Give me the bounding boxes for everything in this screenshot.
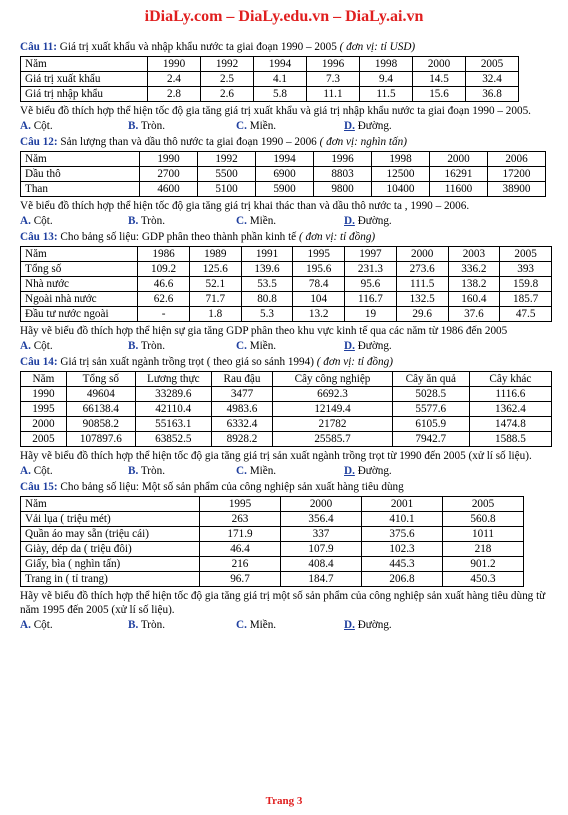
table-cell: 1116.6: [469, 387, 551, 402]
option-letter: A.: [20, 215, 31, 227]
table-cell: 2700: [140, 167, 198, 182]
table-cell: Cây ăn quả: [392, 372, 469, 387]
option-letter: C.: [236, 619, 247, 631]
table-row-label: Giá trị nhập khẩu: [21, 87, 148, 102]
table-cell: 107897.6: [66, 432, 135, 447]
table-cell: 109.2: [138, 262, 190, 277]
answer-option[interactable]: [128, 214, 236, 228]
table-cell: 78.4: [293, 277, 345, 292]
answer-option[interactable]: [344, 214, 452, 228]
table-row: [21, 387, 552, 402]
table-row: [21, 72, 519, 87]
answer-option[interactable]: [344, 339, 452, 353]
table-cell: 1995: [293, 247, 345, 262]
question-stem: Cho bảng số liệu: GDP phân theo thành phần kinh tế: [57, 231, 297, 243]
table-row: [21, 87, 519, 102]
table-cell: 1998: [360, 57, 413, 72]
table-row-label: Nhà nước: [21, 277, 138, 292]
table-cell: 14.5: [413, 72, 466, 87]
table-cell: 13.2: [293, 307, 345, 322]
question-prompt: Hãy vẽ biểu đồ thích hợp thể hiện sự gia tăng GDP phân theo khu vực kinh tế qua các năm từ 1986 đến 2005: [20, 325, 508, 337]
table-cell: 5577.6: [392, 402, 469, 417]
option-text: Cột.: [30, 120, 53, 132]
table-row-label: Đầu tư nước ngoài: [21, 307, 138, 322]
option-text: Miền.: [246, 120, 277, 132]
table-row: [21, 152, 546, 167]
table-row: [21, 247, 552, 262]
table-cell: -: [138, 307, 190, 322]
table-cell: 2006: [488, 152, 546, 167]
table-cell: 450.3: [443, 572, 524, 587]
table-cell: 184.7: [281, 572, 362, 587]
option-text: Tròn.: [138, 465, 166, 477]
table-cell: 1990: [140, 152, 198, 167]
option-letter: C.: [236, 215, 247, 227]
option-text: Miền.: [246, 465, 277, 477]
table-cell: 2.6: [201, 87, 254, 102]
option-text: Đường.: [354, 215, 392, 227]
table-cell: 95.6: [345, 277, 397, 292]
question-stem: Giá trị sản xuất ngành trồng trọt ( theo giá so sánh 1994): [57, 356, 314, 368]
table-cell: 1986: [138, 247, 190, 262]
option-text: Đường.: [354, 340, 392, 352]
table-cell: 2000: [430, 152, 488, 167]
data-table: [20, 151, 546, 197]
table-cell: 1998: [372, 152, 430, 167]
table-cell: 1994: [256, 152, 314, 167]
table-cell: 206.8: [362, 572, 443, 587]
option-text: Tròn.: [138, 619, 166, 631]
table-row-label: Dầu thô: [21, 167, 140, 182]
table-row-label: Trang in ( tỉ trang): [21, 572, 200, 587]
table-cell: 1.8: [189, 307, 241, 322]
question-prompt: Vẽ biểu đồ thích hợp thể hiện tốc độ gia tăng giá trị xuất khẩu và giá trị nhập khẩu nước ta giai đoạn 1990 – 2005.: [20, 105, 531, 117]
table-row: [21, 432, 552, 447]
table-cell: 66138.4: [66, 402, 135, 417]
table-row-label: Giấy, bìa ( nghìn tấn): [21, 557, 200, 572]
table-row: [21, 542, 524, 557]
table-cell: 1011: [443, 527, 524, 542]
question-prompt: Hãy vẽ biểu đồ thích hợp thể hiện tốc độ gia tăng giá trị sản xuất ngành trồng trọt từ 1990 đến 2005 (xử lí số liệu).: [20, 450, 532, 462]
table-cell: 2000: [413, 57, 466, 72]
option-letter: A.: [20, 465, 31, 477]
table-row: [21, 277, 552, 292]
answer-options: [20, 214, 552, 228]
table-cell: 90858.2: [66, 417, 135, 432]
table-cell: 52.1: [189, 277, 241, 292]
table-cell: 1995: [200, 497, 281, 512]
table-cell: 7942.7: [392, 432, 469, 447]
table-row: [21, 307, 552, 322]
table-cell: 1994: [254, 57, 307, 72]
answer-option[interactable]: [344, 464, 452, 478]
table-cell: 9.4: [360, 72, 413, 87]
table-row-label: 1995: [21, 402, 67, 417]
table-cell: 2005: [500, 247, 552, 262]
table-cell: 2.8: [148, 87, 201, 102]
table-cell: 2.5: [201, 72, 254, 87]
table-cell: 47.5: [500, 307, 552, 322]
table-cell: 4600: [140, 182, 198, 197]
table-row-label: Ngoài nhà nước: [21, 292, 138, 307]
table-row: [21, 292, 552, 307]
answer-option[interactable]: [236, 119, 344, 133]
table-cell: 1362.4: [469, 402, 551, 417]
answer-option[interactable]: [20, 464, 128, 478]
table-cell: 2005: [443, 497, 524, 512]
option-text: Đường.: [354, 465, 392, 477]
table-row-label: Năm: [21, 372, 67, 387]
table-cell: 5900: [256, 182, 314, 197]
table-cell: 375.6: [362, 527, 443, 542]
table-cell: 8928.2: [211, 432, 273, 447]
table-cell: 102.3: [362, 542, 443, 557]
page-number: Trang 3: [265, 795, 303, 807]
question-prompt: Vẽ biểu đồ thích hợp thể hiện tốc độ gia tăng giá trị khai thác than và dầu thô nước ta , 1990 – 2006.: [20, 200, 470, 212]
table-cell: 337: [281, 527, 362, 542]
option-letter: B.: [128, 215, 139, 227]
question-prompt: Hãy vẽ biểu đồ thích hợp thể hiện tốc độ gia tăng giá trị một số sản phẩm của công nghiệp sản xuất hàng tiêu dùng từ năm 1995 đến 2005 (xử lí số liệu).: [20, 590, 546, 616]
table-cell: 32.4: [466, 72, 519, 87]
question-heading: [20, 135, 552, 149]
table-cell: 5.3: [241, 307, 293, 322]
table-cell: 6692.3: [273, 387, 392, 402]
table-cell: 11.5: [360, 87, 413, 102]
table-cell: 46.6: [138, 277, 190, 292]
question-stem: Giá trị xuất khẩu và nhập khẩu nước ta giai đoạn 1990 – 2005: [57, 41, 337, 53]
table-cell: 5100: [198, 182, 256, 197]
answer-option[interactable]: [20, 618, 128, 632]
table-cell: 445.3: [362, 557, 443, 572]
table-cell: 55163.1: [135, 417, 211, 432]
table-cell: 1474.8: [469, 417, 551, 432]
question-heading: [20, 480, 552, 494]
answer-option[interactable]: [20, 214, 128, 228]
table-cell: 62.6: [138, 292, 190, 307]
answer-option[interactable]: [236, 214, 344, 228]
question-number: Câu 13:: [20, 231, 58, 243]
question-stem: Sản lượng than và dầu thô nước ta giai đoạn 1990 – 2006: [57, 136, 317, 148]
table-row: [21, 262, 552, 277]
option-letter: D.: [344, 465, 355, 477]
table-cell: 15.6: [413, 87, 466, 102]
table-row: [21, 372, 552, 387]
table-row: [21, 572, 524, 587]
table-row: [21, 57, 519, 72]
option-letter: D.: [344, 215, 355, 227]
option-text: Cột.: [30, 465, 53, 477]
answer-options: [20, 119, 552, 133]
data-table: [20, 56, 519, 102]
table-cell: 3477: [211, 387, 273, 402]
question-unit: ( đơn vị: tỉ đồng): [313, 356, 393, 368]
table-row: [21, 402, 552, 417]
table-cell: 4.1: [254, 72, 307, 87]
table-row: [21, 417, 552, 432]
option-letter: D.: [344, 619, 355, 631]
table-cell: 185.7: [500, 292, 552, 307]
table-cell: 116.7: [345, 292, 397, 307]
table-cell: 9800: [314, 182, 372, 197]
table-cell: 49604: [66, 387, 135, 402]
answer-option[interactable]: [236, 618, 344, 632]
table-row-label: 2005: [21, 432, 67, 447]
option-letter: B.: [128, 120, 139, 132]
table-row-label: Tổng số: [21, 262, 138, 277]
option-text: Tròn.: [138, 215, 166, 227]
table-cell: 104: [293, 292, 345, 307]
table-cell: 1992: [201, 57, 254, 72]
question-number: Câu 15:: [20, 481, 58, 493]
answer-option[interactable]: [344, 618, 452, 632]
table-cell: 1996: [314, 152, 372, 167]
table-cell: 46.4: [200, 542, 281, 557]
option-text: Cột.: [30, 215, 53, 227]
option-letter: D.: [344, 340, 355, 352]
answer-option[interactable]: [236, 339, 344, 353]
table-cell: Lương thực: [135, 372, 211, 387]
table-cell: 7.3: [307, 72, 360, 87]
table-row: [21, 182, 546, 197]
question-heading: [20, 230, 552, 244]
table-cell: 21782: [273, 417, 392, 432]
option-letter: C.: [236, 120, 247, 132]
option-text: Miền.: [246, 215, 277, 227]
table-cell: 8803: [314, 167, 372, 182]
option-letter: A.: [20, 120, 31, 132]
table-row: [21, 512, 524, 527]
option-text: Đường.: [354, 120, 392, 132]
table-cell: 12149.4: [273, 402, 392, 417]
option-letter: A.: [20, 340, 31, 352]
table-cell: 11.1: [307, 87, 360, 102]
answer-options: [20, 339, 552, 353]
option-text: Miền.: [246, 619, 277, 631]
table-cell: 356.4: [281, 512, 362, 527]
data-table: [20, 246, 552, 322]
table-row-label: Năm: [21, 247, 138, 262]
question-unit: ( đơn vị: nghìn tấn): [316, 136, 407, 148]
table-cell: 560.8: [443, 512, 524, 527]
question-block: [20, 480, 552, 632]
table-cell: 1588.5: [469, 432, 551, 447]
question-block: [20, 135, 552, 228]
table-row-label: 1990: [21, 387, 67, 402]
table-cell: 25585.7: [273, 432, 392, 447]
table-cell: 42110.4: [135, 402, 211, 417]
table-cell: 139.6: [241, 262, 293, 277]
question-block: [20, 355, 552, 478]
table-cell: 2003: [448, 247, 500, 262]
option-text: Tròn.: [138, 120, 166, 132]
table-cell: 216: [200, 557, 281, 572]
answer-options: [20, 618, 552, 632]
table-cell: 96.7: [200, 572, 281, 587]
table-cell: 159.8: [500, 277, 552, 292]
table-cell: 6105.9: [392, 417, 469, 432]
table-row: [21, 497, 524, 512]
table-cell: 2005: [466, 57, 519, 72]
table-cell: 80.8: [241, 292, 293, 307]
question-unit: ( đơn vị: tỉ đồng): [296, 231, 376, 243]
table-cell: 5028.5: [392, 387, 469, 402]
table-cell: 171.9: [200, 527, 281, 542]
data-table: [20, 496, 524, 587]
table-cell: 132.5: [396, 292, 448, 307]
table-cell: 17200: [488, 167, 546, 182]
table-row-label: Năm: [21, 57, 148, 72]
answer-option[interactable]: [20, 119, 128, 133]
question-block: [20, 230, 552, 353]
option-text: Tròn.: [138, 340, 166, 352]
table-cell: 408.4: [281, 557, 362, 572]
table-cell: 11600: [430, 182, 488, 197]
table-cell: 1989: [189, 247, 241, 262]
table-cell: 2.4: [148, 72, 201, 87]
table-row-label: Than: [21, 182, 140, 197]
table-cell: 5500: [198, 167, 256, 182]
table-cell: 2000: [281, 497, 362, 512]
table-row-label: 2000: [21, 417, 67, 432]
table-cell: 1990: [148, 57, 201, 72]
table-cell: 160.4: [448, 292, 500, 307]
option-letter: B.: [128, 619, 139, 631]
option-text: Miền.: [246, 340, 277, 352]
table-cell: 16291: [430, 167, 488, 182]
question-stem: Cho bảng số liệu: Một số sản phẩm của công nghiệp sản xuất hàng tiêu dùng: [57, 481, 404, 493]
table-row-label: Năm: [21, 152, 140, 167]
table-row-label: Giá trị xuất khẩu: [21, 72, 148, 87]
table-cell: 33289.6: [135, 387, 211, 402]
table-cell: 107.9: [281, 542, 362, 557]
table-cell: 1997: [345, 247, 397, 262]
table-cell: 19: [345, 307, 397, 322]
table-cell: 231.3: [345, 262, 397, 277]
table-cell: 111.5: [396, 277, 448, 292]
answer-option[interactable]: [128, 618, 236, 632]
question-unit: ( đơn vị: tỉ USD): [336, 41, 416, 53]
table-cell: Cây công nghiệp: [273, 372, 392, 387]
table-cell: 63852.5: [135, 432, 211, 447]
question-heading: [20, 40, 552, 54]
data-table: [20, 371, 552, 447]
table-cell: 6900: [256, 167, 314, 182]
option-letter: C.: [236, 465, 247, 477]
question-number: Câu 11:: [20, 41, 57, 53]
option-letter: B.: [128, 340, 139, 352]
table-cell: 1992: [198, 152, 256, 167]
option-letter: D.: [344, 120, 355, 132]
table-cell: 36.8: [466, 87, 519, 102]
table-cell: 410.1: [362, 512, 443, 527]
table-row: [21, 167, 546, 182]
table-cell: 195.6: [293, 262, 345, 277]
table-row-label: Năm: [21, 497, 200, 512]
table-cell: 273.6: [396, 262, 448, 277]
questions-container: [20, 40, 552, 634]
answer-option[interactable]: [344, 119, 452, 133]
table-cell: 37.6: [448, 307, 500, 322]
table-cell: Tổng số: [66, 372, 135, 387]
table-cell: 901.2: [443, 557, 524, 572]
table-cell: 263: [200, 512, 281, 527]
question-list: [20, 40, 552, 632]
option-text: Cột.: [30, 340, 53, 352]
table-cell: 29.6: [396, 307, 448, 322]
option-text: Cột.: [30, 619, 53, 631]
table-cell: 38900: [488, 182, 546, 197]
table-cell: 393: [500, 262, 552, 277]
table-cell: 4983.6: [211, 402, 273, 417]
answer-option[interactable]: [128, 339, 236, 353]
table-row-label: Vải lụa ( triệu mét): [21, 512, 200, 527]
question-number: Câu 14:: [20, 356, 58, 368]
table-cell: 5.8: [254, 87, 307, 102]
answer-option[interactable]: [128, 464, 236, 478]
answer-options: [20, 464, 552, 478]
table-cell: 10400: [372, 182, 430, 197]
table-cell: 138.2: [448, 277, 500, 292]
table-row-label: Giày, dép da ( triệu đôi): [21, 542, 200, 557]
table-cell: 2000: [396, 247, 448, 262]
answer-option[interactable]: [20, 339, 128, 353]
table-cell: Cây khác: [469, 372, 551, 387]
question-block: [20, 40, 552, 133]
table-cell: 53.5: [241, 277, 293, 292]
table-cell: 218: [443, 542, 524, 557]
table-row: [21, 557, 524, 572]
table-cell: 1996: [307, 57, 360, 72]
question-heading: [20, 355, 552, 369]
answer-option[interactable]: [236, 464, 344, 478]
option-letter: A.: [20, 619, 31, 631]
question-number: Câu 12:: [20, 136, 58, 148]
table-cell: Rau đậu: [211, 372, 273, 387]
table-cell: 12500: [372, 167, 430, 182]
answer-option[interactable]: [128, 119, 236, 133]
table-cell: 1991: [241, 247, 293, 262]
option-text: Đường.: [354, 619, 392, 631]
table-cell: 2001: [362, 497, 443, 512]
option-letter: B.: [128, 465, 139, 477]
table-row: [21, 527, 524, 542]
table-cell: 71.7: [189, 292, 241, 307]
option-letter: C.: [236, 340, 247, 352]
table-cell: 6332.4: [211, 417, 273, 432]
page-header: iDiaLy.com – DiaLy.edu.vn – DiaLy.ai.vn: [144, 8, 424, 25]
table-row-label: Quần áo may sẵn (triệu cái): [21, 527, 200, 542]
table-cell: 336.2: [448, 262, 500, 277]
table-cell: 125.6: [189, 262, 241, 277]
